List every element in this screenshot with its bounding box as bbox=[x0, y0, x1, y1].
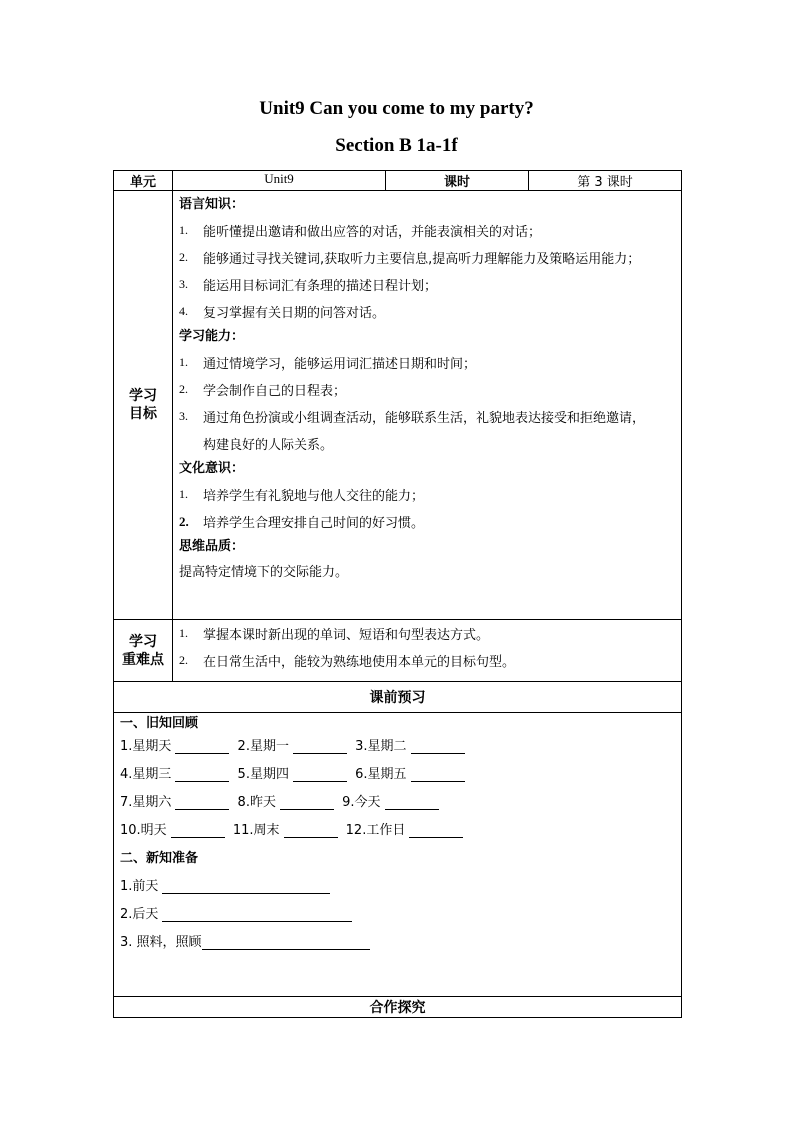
unit-label: 单元 bbox=[114, 171, 173, 191]
difficulties-content bbox=[173, 620, 682, 682]
preview-heading-row bbox=[114, 682, 682, 713]
section-title: 语言知识： bbox=[179, 197, 245, 212]
section-title: 思维品质： bbox=[179, 539, 245, 554]
list-item: 2. 能够通过寻找关键词,获取听力主要信息,提高听力理解能力及策略运用能力； bbox=[179, 250, 641, 267]
objectives-label-line2: 目标 bbox=[129, 406, 157, 422]
new-item: 1.前天 bbox=[120, 873, 675, 901]
answer-blank[interactable] bbox=[171, 823, 225, 838]
review-row: 1.星期天 2.星期一 3.星期二 bbox=[120, 733, 675, 761]
cooperation-heading-row bbox=[114, 997, 682, 1018]
preview-content bbox=[114, 713, 682, 997]
review-row: 7.星期六 8.昨天 9.今天 bbox=[120, 789, 675, 817]
answer-blank[interactable] bbox=[280, 795, 334, 810]
answer-blank[interactable] bbox=[162, 879, 330, 894]
answer-blank[interactable] bbox=[175, 795, 229, 810]
cooperation-heading: 合作探究 bbox=[114, 997, 682, 1018]
unit-value: Unit9 bbox=[173, 171, 386, 191]
answer-blank[interactable] bbox=[409, 823, 463, 838]
answer-blank[interactable] bbox=[293, 739, 347, 754]
section-title: 学习能力： bbox=[179, 329, 245, 344]
lesson-plan-table bbox=[113, 170, 682, 1018]
new-item: 3. 照料，照顾 bbox=[120, 929, 675, 957]
difficulties-label-line1: 学习 bbox=[129, 633, 157, 650]
page-subtitle: Section B 1a-1f bbox=[335, 135, 458, 156]
answer-blank[interactable] bbox=[202, 935, 370, 950]
objectives-label bbox=[114, 191, 173, 620]
lesson-value: 第 3 课时 bbox=[529, 171, 682, 191]
answer-blank[interactable] bbox=[411, 767, 465, 782]
list-item: 3. 能运用目标词汇有条理的描述日程计划； bbox=[179, 277, 438, 294]
answer-blank[interactable] bbox=[162, 907, 352, 922]
header-row bbox=[114, 171, 682, 191]
preview-row bbox=[114, 713, 682, 997]
lesson-label: 课时 bbox=[386, 171, 529, 191]
difficulties-row bbox=[114, 620, 682, 682]
list-item: 3. 通过角色扮演或小组调查活动，能够联系生活，礼貌地表达接受和拒绝邀请， bbox=[179, 409, 646, 426]
answer-blank[interactable] bbox=[175, 767, 229, 782]
review-row: 4.星期三 5.星期四 6.星期五 bbox=[120, 761, 675, 789]
list-item: 1. 通过情境学习，能够运用词汇描述日期和时间； bbox=[179, 355, 477, 372]
answer-blank[interactable] bbox=[411, 739, 465, 754]
list-item-continuation: 构建良好的人际关系。 bbox=[203, 438, 334, 453]
page-title: Unit9 Can you come to my party? bbox=[259, 98, 534, 119]
list-item: 1. 掌握本课时新出现的单词、短语和句型表达方式。 bbox=[179, 626, 490, 643]
review-title: 一、旧知回顾 bbox=[120, 716, 199, 731]
list-item: 1. 能听懂提出邀请和做出应答的对话，并能表演相关的对话； bbox=[179, 223, 542, 240]
answer-blank[interactable] bbox=[385, 795, 439, 810]
list-item: 1. 培养学生有礼貌地与他人交往的能力； bbox=[179, 487, 425, 504]
objectives-row bbox=[114, 191, 682, 620]
answer-blank[interactable] bbox=[284, 823, 338, 838]
answer-blank[interactable] bbox=[175, 739, 229, 754]
new-knowledge-title: 二、新知准备 bbox=[120, 851, 199, 866]
difficulties-label-line2: 重难点 bbox=[122, 651, 164, 668]
list-item: 2. 学会制作自己的日程表； bbox=[179, 382, 347, 399]
objectives-label-line1: 学习 bbox=[129, 388, 157, 404]
objectives-content bbox=[173, 191, 682, 620]
answer-blank[interactable] bbox=[293, 767, 347, 782]
section-title: 文化意识： bbox=[179, 461, 245, 476]
preview-heading: 课前预习 bbox=[114, 682, 682, 713]
new-item: 2.后天 bbox=[120, 901, 675, 929]
list-item: 2. 在日常生活中，能较为熟练地使用本单元的目标句型。 bbox=[179, 653, 516, 670]
review-row: 10.明天 11.周末 12.工作日 bbox=[120, 817, 675, 845]
list-item: 4. 复习掌握有关日期的问答对话。 bbox=[179, 304, 386, 321]
difficulties-label bbox=[114, 620, 173, 682]
plain-text: 提高特定情境下的交际能力。 bbox=[179, 565, 349, 580]
list-item: 2. 培养学生合理安排自己时间的好习惯。 bbox=[179, 513, 425, 531]
